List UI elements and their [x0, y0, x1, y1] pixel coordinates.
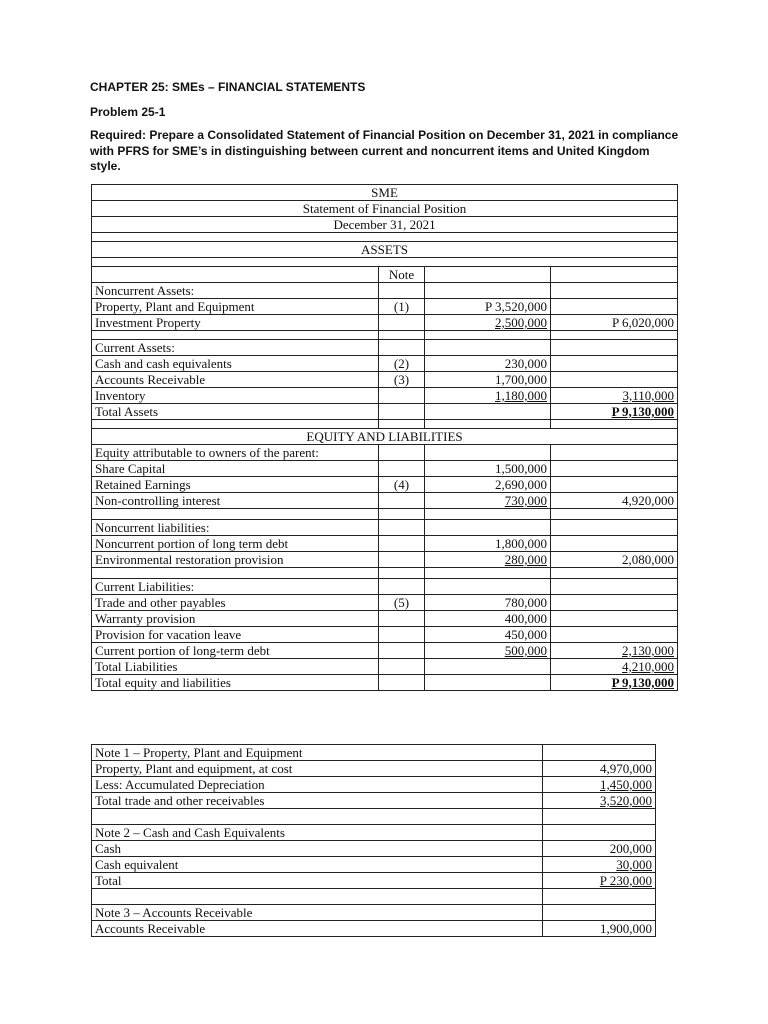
nci-label: Non-controlling interest: [92, 493, 379, 509]
total-liabilities-amount: 4,210,000: [622, 659, 675, 674]
table-row: [92, 659, 678, 675]
retained-earnings-amount: 2,690,000: [425, 477, 551, 493]
table-row: [92, 627, 678, 643]
cash-amount: 230,000: [425, 356, 551, 372]
table-row: [92, 761, 656, 777]
trade-payables-label: Trade and other payables: [92, 595, 379, 611]
equity-total: 4,920,000: [551, 493, 678, 509]
equity-liabilities-heading: EQUITY AND LIABILITIES: [92, 429, 678, 445]
table-row: [92, 429, 678, 445]
table-row: [92, 536, 678, 552]
table-row: [92, 857, 656, 873]
table-row: [92, 675, 678, 691]
current-liabilities-label: Current Liabilities:: [92, 579, 379, 595]
trade-payables-note: (5): [379, 595, 425, 611]
current-ltd-label: Current portion of long-term debt: [92, 643, 379, 659]
statement-of-financial-position-table: [91, 184, 678, 691]
table-row: [92, 185, 678, 201]
note1-total-amount: 3,520,000: [600, 793, 652, 808]
note2-total-amount: P 230,000: [599, 873, 652, 888]
table-row: [92, 520, 678, 536]
table-row: [92, 388, 678, 404]
vacation-provision-label: Provision for vacation leave: [92, 627, 379, 643]
trade-payables-amount: 780,000: [425, 595, 551, 611]
retained-earnings-label: Retained Earnings: [92, 477, 379, 493]
table-row: [92, 372, 678, 388]
problem-heading: Problem 25-1: [90, 105, 166, 119]
total-equity-liabilities-amount: P 9,130,000: [611, 675, 675, 690]
environmental-provision-label: Environmental restoration provision: [92, 552, 379, 568]
table-row: [92, 825, 656, 841]
table-row: [92, 242, 678, 258]
note3-title: Note 3 – Accounts Receivable: [92, 905, 543, 921]
table-row: [92, 643, 678, 659]
table-row: [92, 201, 678, 217]
noncurrent-assets-total: P 6,020,000: [551, 315, 678, 331]
ar-amount: 1,700,000: [425, 372, 551, 388]
long-term-debt-label: Noncurrent portion of long term debt: [92, 536, 379, 552]
note2-equivalent-amount: 30,000: [616, 857, 652, 872]
table-row: [92, 809, 656, 825]
vacation-provision-amount: 450,000: [425, 627, 551, 643]
ar-note: (3): [379, 372, 425, 388]
note2-equivalent-label: Cash equivalent: [92, 857, 543, 873]
environmental-provision-amount: 280,000: [504, 552, 547, 567]
note1-cost-label: Property, Plant and equipment, at cost: [92, 761, 543, 777]
table-row: [92, 233, 678, 242]
warranty-provision-amount: 400,000: [425, 611, 551, 627]
note2-title: Note 2 – Cash and Cash Equivalents: [92, 825, 543, 841]
note1-total-label: Total trade and other receivables: [92, 793, 543, 809]
note2-cash-amount: 200,000: [543, 841, 656, 857]
current-ltd-amount: 500,000: [504, 643, 547, 658]
note3-ar-amount: 1,900,000: [543, 921, 656, 937]
assets-heading: ASSETS: [92, 242, 678, 258]
table-row: [92, 217, 678, 233]
cash-label: Cash and cash equivalents: [92, 356, 379, 372]
table-row: [92, 921, 656, 937]
noncurrent-assets-label: Noncurrent Assets:: [92, 283, 379, 299]
table-row: [92, 315, 678, 331]
ppe-note: (1): [379, 299, 425, 315]
ar-label: Accounts Receivable: [92, 372, 379, 388]
note1-cost-amount: 4,970,000: [543, 761, 656, 777]
table-row: [92, 841, 656, 857]
note2-cash-label: Cash: [92, 841, 543, 857]
noncurrent-liabilities-label: Noncurrent liabilities:: [92, 520, 379, 536]
current-assets-label: Current Assets:: [92, 340, 379, 356]
note2-total-label: Total: [92, 873, 543, 889]
note3-ar-label: Accounts Receivable: [92, 921, 543, 937]
table-row: [92, 299, 678, 315]
table-row: [92, 356, 678, 372]
total-assets-label: Total Assets: [92, 404, 379, 420]
note1-depreciation-label: Less: Accumulated Depreciation: [92, 777, 543, 793]
warranty-provision-label: Warranty provision: [92, 611, 379, 627]
table-row: [92, 595, 678, 611]
inventory-amount: 1,180,000: [495, 388, 547, 403]
inventory-label: Inventory: [92, 388, 379, 404]
table-row: [92, 340, 678, 356]
ppe-amount: P 3,520,000: [425, 299, 551, 315]
ppe-label: Property, Plant and Equipment: [92, 299, 379, 315]
table-row: [92, 889, 656, 905]
table-row: [92, 793, 656, 809]
current-assets-total: 3,110,000: [622, 388, 675, 403]
noncurrent-liabilities-total: 2,080,000: [551, 552, 678, 568]
retained-earnings-note: (4): [379, 477, 425, 493]
long-term-debt-amount: 1,800,000: [425, 536, 551, 552]
statement-title: Statement of Financial Position: [92, 201, 678, 217]
table-row: [92, 552, 678, 568]
note1-depreciation-amount: 1,450,000: [600, 777, 652, 792]
required-instructions: Required: Prepare a Consolidated Statement of Financial Position on December 31, 2021 in compliance with PFRS for SME’s in distinguishing between current and noncurrent items and United Kingdom style.: [90, 128, 679, 173]
table-row: [92, 267, 678, 283]
total-liabilities-label: Total Liabilities: [92, 659, 379, 675]
table-row: [92, 493, 678, 509]
table-row: [92, 404, 678, 420]
table-row: [92, 777, 656, 793]
chapter-heading: CHAPTER 25: SMEs – FINANCIAL STATEMENTS: [90, 80, 366, 94]
statement-date: December 31, 2021: [92, 217, 678, 233]
investment-property-amount: 2,500,000: [495, 315, 547, 330]
entity-name: SME: [92, 185, 678, 201]
table-row: [92, 873, 656, 889]
investment-property-label: Investment Property: [92, 315, 379, 331]
table-row: [92, 509, 678, 520]
table-row: [92, 283, 678, 299]
table-row: [92, 477, 678, 493]
table-row: [92, 331, 678, 340]
table-row: [92, 568, 678, 579]
table-row: [92, 579, 678, 595]
note1-title: Note 1 – Property, Plant and Equipment: [92, 745, 543, 761]
share-capital-label: Share Capital: [92, 461, 379, 477]
table-row: [92, 905, 656, 921]
table-row: [92, 420, 678, 429]
total-equity-liabilities-label: Total equity and liabilities: [92, 675, 379, 691]
share-capital-amount: 1,500,000: [425, 461, 551, 477]
table-row: [92, 745, 656, 761]
notes-table: [91, 744, 656, 937]
table-row: [92, 445, 678, 461]
total-assets-amount: P 9,130,000: [611, 404, 675, 419]
table-row: [92, 611, 678, 627]
note-column-heading: Note: [379, 267, 425, 283]
cash-note: (2): [379, 356, 425, 372]
nci-amount: 730,000: [504, 493, 547, 508]
table-row: [92, 461, 678, 477]
equity-label: Equity attributable to owners of the parent:: [92, 445, 379, 461]
current-liabilities-total: 2,130,000: [622, 643, 675, 658]
table-row: [92, 258, 678, 267]
